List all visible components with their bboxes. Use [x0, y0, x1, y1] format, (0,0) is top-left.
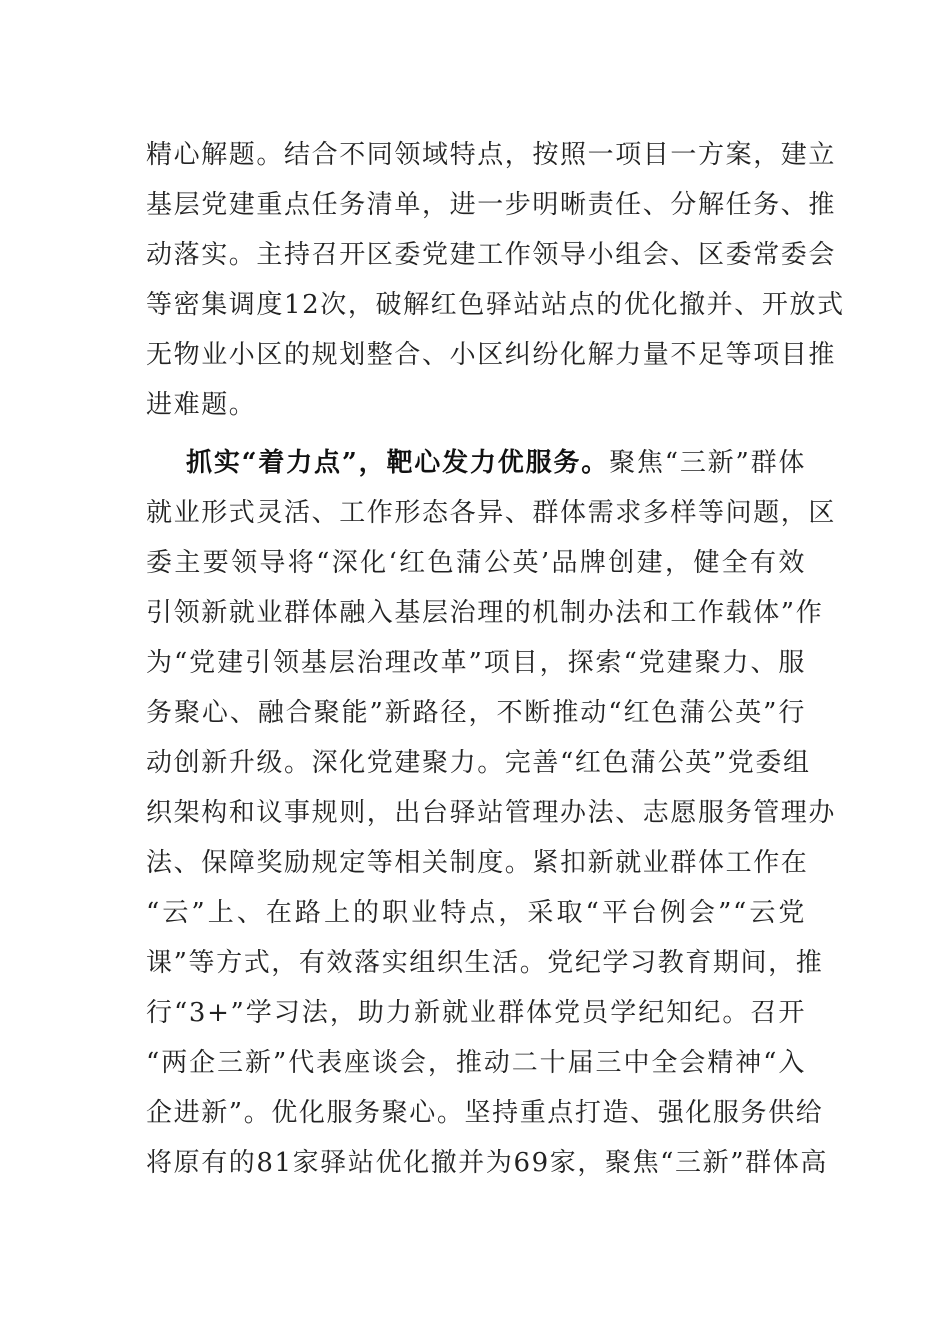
paragraph-2-line: “云”上、在路上的职业特点，采取“平台例会”“云党: [146, 898, 806, 928]
paragraph-2-line: 动创新升级。深化党建聚力。完善“红色蒲公英”党委组: [146, 748, 811, 778]
paragraph-2-line: 引领新就业群体融入基层治理的机制办法和工作载体”作: [146, 598, 824, 628]
paragraph-2-line: 行“3+”学习法，助力新就业群体党员学纪知纪。召开: [146, 998, 806, 1028]
paragraph-1-line: 无物业小区的规划整合、小区纠纷化解力量不足等项目推: [146, 340, 837, 370]
paragraph-2-lead-heading: 抓实“着力点”，靶心发力优服务。: [186, 448, 610, 478]
paragraph-2-line: 课”等方式，有效落实组织生活。党纪学习教育期间，推: [146, 948, 824, 978]
paragraph-2-line: “两企三新”代表座谈会，推动二十届三中全会精神“入: [146, 1048, 806, 1078]
paragraph-1-line: 基层党建重点任务清单，进一步明晰责任、分解任务、推: [146, 190, 837, 220]
paragraph-2-line: 将原有的81家驿站优化撤并为69家，聚焦“三新”群体高: [146, 1148, 828, 1178]
paragraph-2-line: 委主要领导将“深化‘红色蒲公英’品牌创建，健全有效: [146, 548, 806, 578]
paragraph-2-line: 为“党建引领基层治理改革”项目，探索“党建聚力、服: [146, 648, 806, 678]
paragraph-2-line: 企进新”。优化服务聚心。坚持重点打造、强化服务供给: [146, 1098, 824, 1128]
paragraph-1-line: 动落实。主持召开区委党建工作领导小组会、区委常委会: [146, 240, 837, 270]
paragraph-1-line: 等密集调度12次，破解红色驿站站点的优化撤并、开放式: [146, 290, 845, 320]
paragraph-1-line: 精心解题。结合不同领域特点，按照一项目一方案，建立: [146, 140, 837, 170]
paragraph-2: [146, 438, 837, 1188]
paragraph-2-line: 织架构和议事规则，出台驿站管理办法、志愿服务管理办: [146, 798, 837, 828]
paragraph-1-line: 进难题。: [146, 390, 257, 420]
paragraph-2-first-line: [146, 438, 806, 488]
paragraph-1: [146, 130, 845, 430]
paragraph-2-line: 法、保障奖励规定等相关制度。紧扣新就业群体工作在: [146, 848, 809, 878]
paragraph-2-line: 务聚心、融合聚能”新路径，不断推动“红色蒲公英”行: [146, 698, 806, 728]
paragraph-2-line: 就业形式灵活、工作形态各异、群体需求多样等问题，区: [146, 498, 837, 528]
paragraph-2-first-line-text: 聚焦“三新”群体: [609, 448, 806, 478]
